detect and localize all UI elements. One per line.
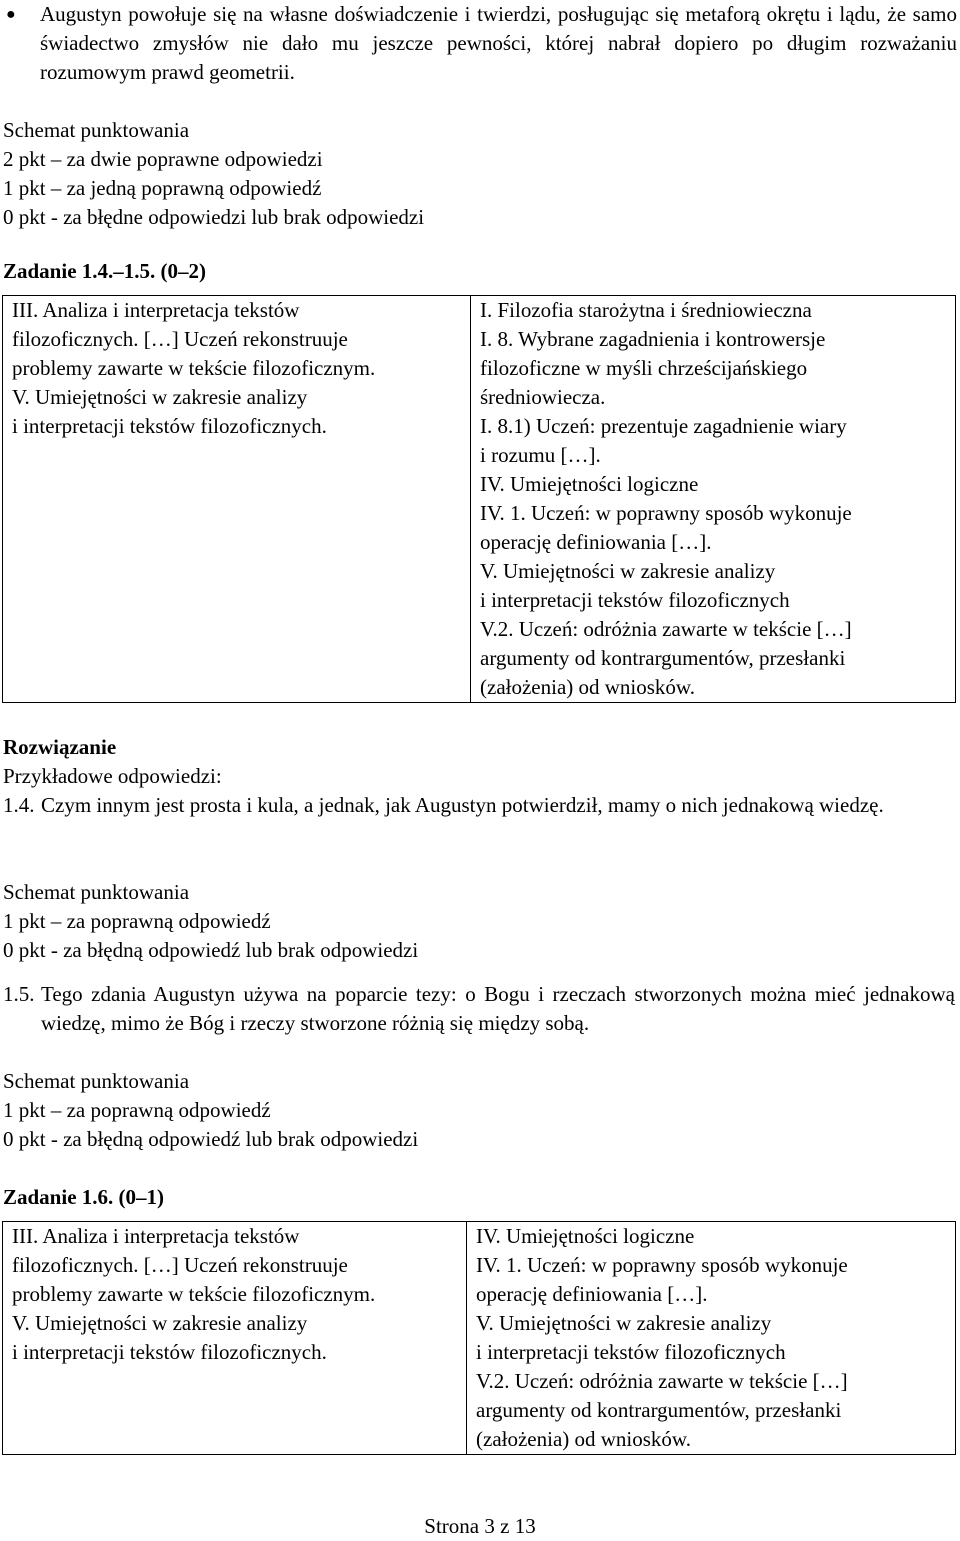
scheme-line: 1 pkt – za poprawną odpowiedź — [3, 909, 271, 933]
table-line: I. 8. Wybrane zagadnienia i kontrowersje — [480, 327, 826, 351]
table-line: III. Analiza i interpretacja tekstów — [12, 1224, 300, 1248]
scheme-heading: Schemat punktowania — [3, 880, 190, 904]
table-line: IV. 1. Uczeń: w poprawny sposób wykonuje — [476, 1253, 848, 1277]
answer-label: 1.4. — [3, 793, 35, 817]
table-line: problemy zawarte w tekście filozoficznym. — [12, 356, 376, 380]
scheme-line: 1 pkt – za jedną poprawną odpowiedź — [3, 176, 322, 200]
intro-bullet — [0, 0, 960, 87]
requirements-table — [2, 1221, 956, 1455]
table-line: IV. Umiejętności logiczne — [476, 1224, 695, 1248]
table-line: operację definiowania […]. — [480, 530, 712, 554]
task-heading: Zadanie 1.6. (0–1) — [3, 1185, 165, 1209]
table-line: III. Analiza i interpretacja tekstów — [12, 298, 300, 322]
requirements-general-cell — [3, 296, 471, 703]
table-line: średniowiecza. — [480, 385, 606, 409]
table-line: i interpretacji tekstów filozoficznych — [476, 1340, 786, 1364]
answer-label: 1.5. — [3, 982, 35, 1006]
table-line: IV. Umiejętności logiczne — [480, 472, 699, 496]
solution-subheading: Przykładowe odpowiedzi: — [3, 764, 222, 788]
scheme-line: 1 pkt – za poprawną odpowiedź — [3, 1098, 271, 1122]
scheme-line: 0 pkt - za błędną odpowiedź lub brak odpowiedzi — [3, 938, 419, 962]
table-line: V. Umiejętności w zakresie analizy — [12, 1311, 308, 1335]
table-line: i interpretacji tekstów filozoficznych. — [12, 414, 327, 438]
intro-scoring-scheme — [3, 116, 958, 232]
requirements-table — [2, 295, 956, 703]
scheme-line: 0 pkt - za błędną odpowiedź lub brak odpowiedzi — [3, 1127, 419, 1151]
requirements-detailed-cell — [471, 296, 956, 703]
table-line: filozoficznych. […] Uczeń rekonstruuje — [12, 327, 348, 351]
table-line: operację definiowania […]. — [476, 1282, 708, 1306]
table-line: problemy zawarte w tekście filozoficznym. — [12, 1282, 376, 1306]
table-line: V. Umiejętności w zakresie analizy — [476, 1311, 772, 1335]
answer-text: Tego zdania Augustyn używa na poparcie tezy: o Bogu i rzeczach stworzonych można mieć jednakową wiedzę, mimo że Bóg i rzeczy stworzone różnią się między sobą. — [41, 982, 955, 1035]
table-line: filozoficznych. […] Uczeń rekonstruuje — [12, 1253, 348, 1277]
task-heading: Zadanie 1.4.–1.5. (0–2) — [3, 259, 207, 283]
bullet-dot-icon: ● — [6, 6, 16, 23]
requirements-general-cell — [3, 1222, 467, 1455]
table-line: i rozumu […]. — [480, 443, 601, 467]
answer-item-1-4 — [3, 791, 955, 820]
table-line: V. Umiejętności w zakresie analizy — [12, 385, 308, 409]
table-line: I. 8.1) Uczeń: prezentuje zagadnienie wiary — [480, 414, 847, 438]
table-line: (założenia) od wniosków. — [476, 1427, 691, 1451]
table-line: (założenia) od wniosków. — [480, 675, 695, 699]
answer-text: Czym innym jest prosta i kula, a jednak, jak Augustyn potwierdził, mamy o nich jednakową wiedzę. — [41, 793, 884, 817]
scoring-scheme-1-4 — [3, 878, 958, 965]
requirements-detailed-cell — [467, 1222, 956, 1455]
table-line: i interpretacji tekstów filozoficznych. — [12, 1340, 327, 1364]
solution-section — [3, 733, 958, 791]
page-number: Strona 3 z 13 — [424, 1514, 536, 1538]
table-line: argumenty od kontrargumentów, przesłanki — [480, 646, 846, 670]
table-line: V.2. Uczeń: odróżnia zawarte w tekście […] — [476, 1369, 848, 1393]
table-line: argumenty od kontrargumentów, przesłanki — [476, 1398, 842, 1422]
table-line: IV. 1. Uczeń: w poprawny sposób wykonuje — [480, 501, 852, 525]
table-line: filozoficzne w myśli chrześcijańskiego — [480, 356, 808, 380]
scheme-line: 2 pkt – za dwie poprawne odpowiedzi — [3, 147, 323, 171]
table-line: i interpretacji tekstów filozoficznych — [480, 588, 790, 612]
solution-heading: Rozwiązanie — [3, 735, 117, 759]
table-line: V.2. Uczeń: odróżnia zawarte w tekście […] — [480, 617, 852, 641]
answer-item-1-5 — [3, 980, 955, 1038]
intro-bullet-text: Augustyn powołuje się na własne doświadczenie i twierdzi, posługując się metaforą okrętu i lądu, że samo świadectwo zmysłów nie dało mu jeszcze pewności, której nabrał dopiero po długim rozważaniu rozumowym prawd geometrii. — [40, 2, 957, 84]
scheme-heading: Schemat punktowania — [3, 1069, 190, 1093]
table-line: I. Filozofia starożytna i średniowieczna — [480, 298, 812, 322]
table-line: V. Umiejętności w zakresie analizy — [480, 559, 776, 583]
scheme-heading: Schemat punktowania — [3, 118, 190, 142]
scheme-line: 0 pkt - za błędne odpowiedzi lub brak odpowiedzi — [3, 205, 425, 229]
scoring-scheme-1-5 — [3, 1067, 958, 1154]
